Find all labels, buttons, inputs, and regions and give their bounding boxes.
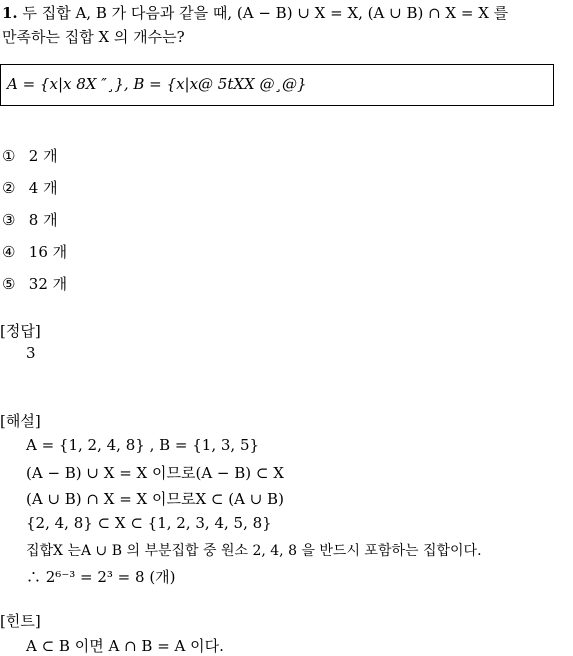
choice-2-text: 4 개 — [28, 179, 58, 197]
answer-label: [정답] — [0, 322, 41, 340]
choice-5[interactable] — [2, 273, 67, 294]
condition-text: A = {x|x 8X ″¸}, B = {x|x@ 5tXX @¸@} — [7, 75, 307, 93]
choice-3-mark: ③ — [2, 211, 16, 229]
explanation-line-1: A = {1, 2, 4, 8} , B = {1, 3, 5} — [26, 436, 260, 454]
question-line-1 — [2, 2, 508, 23]
choice-1-text: 2 개 — [28, 147, 58, 165]
choice-5-mark: ⑤ — [2, 275, 16, 293]
choice-5-text: 32 개 — [28, 275, 68, 293]
explanation-line-4: {2, 4, 8} ⊂ X ⊂ {1, 2, 3, 4, 5, 8} — [26, 514, 272, 532]
choice-3-text: 8 개 — [28, 211, 58, 229]
explanation-label: [해설] — [0, 412, 41, 430]
hint-label: [힌트] — [0, 612, 41, 630]
choice-4[interactable] — [2, 241, 67, 262]
choice-1-mark: ① — [2, 147, 16, 165]
answer-value: 3 — [26, 344, 36, 362]
question-text-line-1: 두 집합 A, B 가 다음과 같을 때, (A − B) ∪ X = X, (A ∪ B) ∩ X = X 를 — [22, 4, 509, 22]
explanation-line-2: (A − B) ∪ X = X 이므로(A − B) ⊂ X — [26, 464, 284, 482]
choice-4-text: 16 개 — [28, 243, 68, 261]
hint-line: A ⊂ B 이면 A ∩ B = A 이다. — [26, 637, 224, 655]
choice-4-mark: ④ — [2, 243, 16, 261]
explanation-line-6: ∴ 2⁶⁻³ = 2³ = 8 (개) — [26, 568, 176, 586]
question-number: 1. — [2, 4, 18, 22]
question-text-line-2: 만족하는 집합 X 의 개수는? — [2, 28, 185, 46]
choice-2[interactable] — [2, 177, 58, 198]
choice-3[interactable] — [2, 209, 58, 230]
choice-2-mark: ② — [2, 179, 16, 197]
explanation-line-3: (A ∪ B) ∩ X = X 이므로X ⊂ (A ∪ B) — [26, 490, 284, 508]
condition-box — [0, 64, 554, 106]
choice-1[interactable] — [2, 145, 58, 166]
explanation-line-5: 집합X 는A ∪ B 의 부분집합 중 원소 2, 4, 8 을 반드시 포함하는 집합이다. — [26, 543, 482, 559]
